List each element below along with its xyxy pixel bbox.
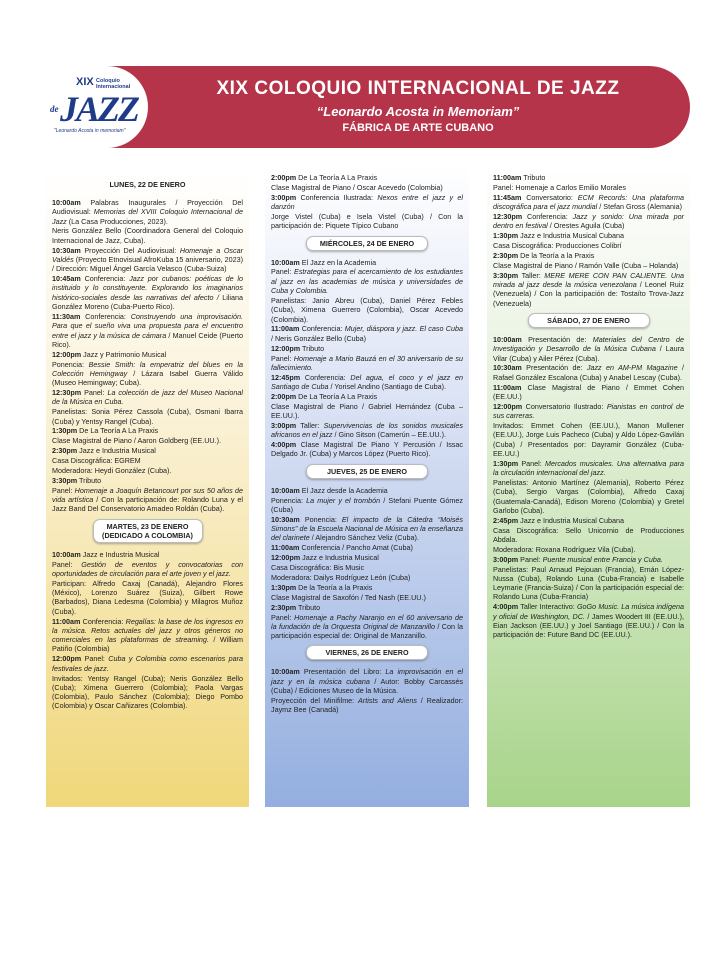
event-text: Clase Magistral de Saxofón / Ted Nash (EE.UU.) [271,592,426,602]
schedule-item [271,354,463,373]
event-time: 1:30pm [493,231,519,241]
event-text: Panel: [271,267,295,277]
schedule-item [271,593,463,602]
day-heading-text: SÁBADO, 27 DE ENERO [547,315,630,325]
event-time: 3:30pm [52,475,78,485]
schedule-item [52,560,243,579]
day-heading [306,236,428,251]
schedule-item [52,446,243,455]
schedule-item [493,251,684,260]
schedule-item [493,212,684,231]
event-italic: Artists and Aliens [358,695,417,705]
event-italic: Homenaje a Pachy Naranjo en el 60 aniversario de la fundación de la Orquesta Original de Manzanillo [271,612,463,631]
logo-container [38,66,148,148]
event-italic: Cuba y Colombia como escenarios para festivales de jazz. [52,654,243,673]
schedule-item [52,617,243,654]
event-text-extra: / Stefani Puente Gómez (Cuba) [271,495,463,514]
event-italic: Bessie Smith: la emperatriz del blues en la Colección Hemingway [52,359,243,378]
event-text-extra: / Leonel Ruiz (Venezuela) / Con la participación de: Tostaíto Trova-Jazz (Venezuela) [493,280,684,308]
event-text: Panel: [271,612,295,622]
event-time: 1:30pm [493,458,519,468]
schedule-item [493,459,684,478]
event-text: Taller: [300,420,324,430]
event-italic: Estrategias para el acercamiento de los estudiantes al jazz en las academias de música y universidades de Cuba y Colombia. [271,267,463,296]
event-text: Tributo [79,475,102,485]
event-time: 12:00pm [271,553,301,563]
event-italic: ECM Records: Una plataforma discográfica para el jazz mundial [493,192,685,212]
event-text: Casa Discográfica: Producciones Colibrí [493,241,622,251]
schedule-item [271,603,463,612]
day-heading [306,464,428,479]
event-time: 2:45pm [493,515,519,525]
event-text: Clase Magistral De Piano Y Percusión / Issac Delgado Jr. (Cuba) y Marcos López (Puerto Rico). [271,440,463,459]
event-text: Casa Discográfica: EGREM [52,456,141,466]
event-text-extra: / Orestes Aguila (Cuba) [547,221,625,231]
event-text: Proyección Del Audiovisual: [84,245,180,255]
event-text: Palabras Inaugurales / Proyección Del Audiovisual: [52,198,243,217]
schedule-item [271,421,463,440]
event-time: 2:30pm [271,602,297,612]
day-heading [93,519,203,543]
schedule-item [493,363,684,382]
event-text: Jazz e Industria Musical Cubana [520,515,625,525]
event-time: 12:45pm [271,372,301,382]
event-text: Casa Discográfica: Sello Unicornio de Producciones Abdala. [493,525,684,544]
event-text: Conferencia: [84,274,130,284]
event-text-extra: Liliana González Moreno (Cuba-Puerto Rico). [52,292,243,312]
event-text-extra: (La Casa Producciones, 2023). [66,216,168,226]
event-time: 12:30pm [52,388,82,398]
event-italic: Construyendo una improvisación. Para que el sueño viva una propuesta para el encuentro entre el jazz y la música de cámara [52,311,243,340]
schedule-item [271,563,463,572]
event-time: 12:30pm [493,211,523,221]
event-time: 2:30pm [52,446,78,456]
event-time: 11:00am [52,616,81,626]
event-text: Panelistas: Sonia Pérez Cassola (Cuba), Osmani Ibarra (Cuba) y Yentsy Rangel (Cuba). [52,407,243,426]
header [38,66,690,148]
event-text: Jazz e Industria Musical Cubana [520,231,625,241]
schedule-item [52,312,243,349]
event-time: 12:00pm [52,654,82,664]
logo-jazz: JAZZ [60,89,138,129]
event-text: Panel: [84,654,109,664]
event-time: 10:00am [493,334,522,344]
event-text: Panel: [52,559,82,569]
day-heading-text: JUEVES, 25 DE ENERO [327,466,407,476]
event-text: Taller Interactivo: [520,602,577,612]
schedule-item [493,602,684,639]
event-text: Clase Magistral de Piano / Emmet Cohen (EE.UU.) [493,382,684,401]
day-heading-text: MARTES, 23 DE ENERO [106,521,189,531]
event-text: Jazz e Industria Musical [82,549,160,559]
schedule-item [493,402,684,421]
event-text: Panelistas: Janio Abreu (Cuba), Daniel Pérez Febles (Cuba), Ximena Guerrero (Colombia), Oscar Acevedo (Colombia). [271,295,463,324]
schedule-item [493,271,684,308]
event-time: 11:30am [52,311,81,321]
event-time: 3:00pm [493,554,519,564]
event-text: Tributo [302,343,325,353]
event-time: 10:30am [52,245,81,255]
schedule-item [52,407,243,426]
schedule-item [271,440,463,459]
schedule-item [52,388,243,407]
schedule-item [52,226,243,245]
event-text-extra: / Stefan Gross (Alemania) [597,202,682,212]
schedule-item [52,436,243,445]
event-italic: Jazz por cubanos: poéticas de lo instituido y lo constituyente. Explorando los imaginarios histórico-sociales desde las narrativas del afecto / [52,274,243,302]
event-time: 10:45am [52,274,81,284]
event-text: Clase Magistral de Piano / Ramón Valle (Cuba – Holanda) [493,260,679,270]
event-text: Moderadora: Roxana Rodríguez Vila (Cuba). [493,544,636,554]
venue: FÁBRICA DE ARTE CUBANO [342,122,494,134]
event-text: Clase Magistral de Piano / Oscar Acevedo (Colombia) [271,182,443,192]
event-time: 10:00am [52,198,81,207]
event-text: Casa Discográfica: Bis Music [271,563,365,573]
logo-sub: Coloquio Internacional [96,78,131,90]
event-time: 10:00am [271,485,300,495]
event-italic: La colección de jazz del Museo Nacional de la Música en Cuba. [52,388,243,407]
event-text: Invitados: Yentsy Rangel (Cuba); Neris González Bello (Cuba); Ximena Guerrero (Colombia); Paola Vargas (Colombia), Paulo Sánchez (Colombia); Diego Pombo (Colombia) y Oscar Cañizares (Colombia). [52,673,243,711]
schedule-item [52,579,243,616]
event-text: Proyección del Minifilme: [271,695,359,705]
event-text: Panelistas: Antonio Martínez (Alemania), Roberto Pérez (Cuba), Sergio Vargas (Colombia), Alfredo Caxaj (Guatemala-Canadá), Edison Moreno (Colombia) y Gretel Garlobo (Cuba). [493,477,684,515]
schedule-item [52,198,243,226]
schedule-item [52,550,243,559]
event-italic: Regalías: la base de los ingresos en la música. Retos actuales del jazz y otros géneros no comerciales en las plataformas de streaming. [52,616,243,645]
event-text-extra: / Alejandro Sánchez Veliz (Cuba). [309,533,419,543]
event-text: Presentación de: [526,363,587,373]
event-text: Conferencia: [304,372,351,382]
schedule-item [52,246,243,274]
day-heading-text: VIERNES, 26 DE ENERO [325,648,409,658]
schedule-item [493,555,684,564]
schedule-item [271,583,463,592]
event-time: 2:00pm [271,173,297,182]
event-text: Panel: [84,388,108,398]
event-text: Tributo [298,602,321,612]
schedule-item [493,526,684,545]
event-time: 4:00pm [271,440,297,450]
schedule-item [271,486,463,495]
event-time: 11:00am [493,382,522,392]
schedule-item [271,667,463,695]
event-text: Presentación de: [528,334,593,344]
event-text: Panel: [521,458,545,468]
event-italic: Memorias del XVIII Coloquio Internacional de Jazz [52,207,243,226]
event-text: Panel: [271,353,294,363]
event-text: Ponencia: [52,359,89,369]
schedule-item [493,421,684,458]
logo-tagline: "Leonardo Acosta in memoriam" [54,128,126,134]
schedule-item [493,335,684,363]
event-italic: Puente musical entre Francia y Cuba. [542,554,663,564]
event-time: 12:00pm [52,349,82,359]
event-text: Conferencia: [527,211,573,221]
event-italic: Mujer, diáspora y jazz. El caso Cuba [344,324,463,334]
event-text: Ponencia: [271,495,307,505]
schedule-item [52,476,243,485]
event-text: De La Teoría A La Praxis [79,426,159,436]
event-text-extra: / Autor: Bobby Carcassés (Cuba) / Ediciones Museo de la Música. [271,676,463,696]
event-text: Participan: Alfredo Caxaj (Canadá), Alejandro Flores (México), Lorenzo Suárez (Suiza), Gilbert Rowe (Barbados), Diana Ledesma (Colombia) y Milagros Muñoz (Cuba). [52,578,243,616]
event-text: Moderadora: Dailys Rodríguez León (Cuba) [271,572,411,582]
event-text-extra: (Proyecto Etnovisual AfroKuba 15 aniversario, 2023) / Dirección: Miguel Ángel García Velasco (Cuba-Suiza) [52,254,243,274]
event-italic: Homenaje a Mario Bauzá en el 30 aniversario de su fallecimiento. [271,353,463,372]
event-text: Neris González Bello (Coordinadora General del Coloquio Internacional de Jazz, Cuba). [52,226,243,245]
event-time: 3:00pm [271,192,297,202]
event-text: Presentación del Libro: [303,667,386,677]
event-text: Invitados: Emmet Cohen (EE.UU.), Manon Mullener (EE.UU.), Jorge Luis Pacheco (Cuba) y Aldo López-Gavilán (Cuba) / Presentados por: Dayramir González (Cuba-EE.UU.) [493,420,684,458]
event-text: Jazz e Industria Musical [302,553,379,563]
schedule-item [52,486,243,514]
event-time: 11:00am [271,543,300,553]
schedule-item [271,212,463,231]
jazz-logo [48,76,140,138]
schedule-item [271,573,463,582]
event-text-extra: / William Patiño (Colombia) [52,635,243,654]
event-time: 3:00pm [271,420,297,430]
schedule-item [493,261,684,270]
day-heading [306,645,428,660]
event-italic: Jazz y sonido: Una mirada por dentro en festival [493,211,685,231]
schedule-item [493,478,684,515]
schedule-item [271,373,463,392]
schedule-item [271,324,463,343]
event-time: 10:30am [271,514,300,524]
event-text: Ponencia: [304,514,342,524]
event-text-extra: / Manuel Ceide (Puerto Rico). [52,330,243,349]
schedule-item [493,545,684,554]
schedule-column-2 [265,167,469,807]
schedule-item [493,516,684,525]
event-text: El Jazz en la Academia [301,257,377,267]
event-italic: Homenaje a Oscar Valdés [52,245,244,264]
event-time: 10:30am [493,363,522,373]
schedule-item [271,613,463,641]
event-text: Panel: [52,485,75,495]
event-italic: La mujer y el trombón [306,495,381,505]
event-text-extra: / Rafael González Escalona (Cuba) y Anabel Lescay (Cuba). [493,363,684,382]
schedule-item [271,543,463,552]
event-text: Conferencia / Pancho Amat (Cuba) [301,543,413,553]
schedule-item [271,173,463,182]
event-text: Panelistas: Paul Arnaud Pejouan (Francia), Ernán López-Nussa (Cuba), Rolando Luna (Cuba-Francia) e Isabelle Leymarie (Francia-Suiza) / Con la participación especial de: Rolando Luna (Cuba-Francia) [493,564,684,602]
event-time: 10:00am [271,667,300,677]
day-heading-text: LUNES, 22 DE ENERO [109,180,186,189]
event-italic: Materiales del Centro de Investigación y Desarrollo de la Música Cubana [493,334,684,354]
schedule-item [271,402,463,421]
schedule-item [493,173,684,182]
event-text-extra: / Neris González Bello (Cuba) [271,333,367,343]
event-italic: La improvisación en el jazz y en la música cubana [271,667,464,686]
event-text: Conferencia: [301,324,345,334]
event-italic: Gestión de eventos y convocatorias con oportunidades de circulación para el arte joven y el jazz. [52,559,243,578]
event-time: 11:00am [493,173,522,182]
event-time: 11:00am [271,324,300,334]
event-italic: Homenaje a Joaquín Betancourt por sus 50 años de vida artística [52,485,243,505]
schedule-item [52,274,243,311]
event-italic: El impacto de la Cátedra “Moisés Simons” de la Escuela Nacional de Música en la enseñanza del clarinete [271,514,464,543]
event-text: Jazz y Patrimonio Musical [83,349,167,359]
schedule-item [271,392,463,401]
page-title: XIX COLOQUIO INTERNACIONAL DE JAZZ [216,78,620,99]
schedule-item [52,466,243,475]
event-time: 4:00pm [493,602,519,612]
event-time: 3:30pm [493,270,519,280]
event-text: De La Teoría A La Praxis [298,173,378,182]
day-heading-note: (DEDICADO A COLOMBIA) [102,530,193,540]
event-italic: Jazz en AM-PM Magazine [586,363,678,373]
event-italic: Supervivencias de los sonidos musicales africanos en el jazz [271,420,463,440]
schedule-item [493,241,684,250]
schedule-item [271,553,463,562]
schedule-item [271,183,463,192]
event-text-extra: / Con la participación de: Rolando Luna y el Jazz Band Del Conservatorio Amadeo Roldán (Cuba). [52,495,243,514]
schedule-item [271,496,463,515]
schedule-item [271,267,463,295]
event-text: El Jazz desde la Academia [301,485,388,495]
event-text: Clase Magistral de Piano / Gabriel Hernández (Cuba – EE.UU.). [271,401,463,421]
event-text: De la Teoría a la Praxis [298,582,373,592]
logo-de: de [50,104,59,114]
schedule-item [52,426,243,435]
event-text: Conferencia: [85,311,131,321]
schedule-item [52,674,243,711]
event-italic: GoGo Music. La música indígena y oficial de Washington, DC. [493,602,684,621]
schedule-item [493,183,684,192]
schedule-item [52,456,243,465]
event-italic: Nexos entre el jazz y el danzón [271,192,463,212]
schedule-item [271,515,463,543]
schedule-item [271,696,463,715]
event-time: 12:00pm [271,343,301,353]
event-text: De la Teoría a la Praxis [520,250,595,260]
event-text-extra: / Gino Sitson (Camerún – EE.UU.). [332,430,446,440]
event-text: Conversatorio Ilustrado: [525,401,607,411]
schedule-item [271,258,463,267]
event-time: 12:00pm [493,401,523,411]
logo-roman: XIX [76,76,94,88]
schedule-item [271,296,463,324]
event-text: Conferencia Ilustrada: [300,192,378,202]
day-heading-text: MIÉRCOLES, 24 DE ENERO [319,238,415,248]
event-time: 11:45am [493,192,522,202]
event-text: Tributo [523,173,546,182]
schedule-item [52,654,243,673]
event-italic: Del agua, el coco y el jazz en Santiago de Cuba [271,372,463,391]
schedule-item [493,565,684,602]
event-text: Conferencia: [82,616,126,626]
event-time: 2:00pm [271,391,297,401]
schedule-column-1 [46,167,249,807]
event-text: Clase Magistral de Piano / Aaron Goldberg (EE.UU.). [52,436,221,446]
event-text: Jorge Vistel (Cuba) e Isela Vistel (Cuba) / Con la participación de: Piquete Típico Cubano [271,211,463,231]
event-text: Panel: [520,554,543,564]
event-text-extra: / Lázara Isabel Guerra Válido (Museo Hemingway; Cuba). [52,368,243,388]
event-time: 1:30pm [52,426,78,436]
schedule-item [493,383,684,402]
event-text-extra: / Laura Vilar (Cuba) y Ailer Pérez (Cuba). [493,344,684,363]
event-text: Panel: Homenaje a Carlos Emilio Morales [493,182,627,192]
day-heading [87,178,209,191]
schedule-column-3 [487,167,690,807]
day-heading [528,313,650,328]
schedule-item [271,344,463,353]
schedule-item [52,350,243,359]
event-italic: MERE MERE CON PAN CALIENTE. Una mirada al jazz desde la música venezolana [493,270,684,290]
event-text: Jazz e Industria Musical [79,446,156,456]
event-italic: Mercados musicales. Una alternativa para la circulación internacional del jazz. [493,458,684,478]
event-text-extra: / James Woodert III (EE.UU.), Eian Jackson (EE.UU.) y Joel Santiago (EE.UU.) / Con la participación de: Future Band DC (EE.UU.). [493,611,684,640]
schedule-item [493,193,684,212]
event-text: Taller: [521,270,545,280]
event-time: 10:00am [52,549,81,559]
event-time: 10:00am [271,257,300,267]
event-text-extra: / Con la participación especial de: Original de Manzanillo. [271,621,463,641]
event-text: Conversatorio: [526,192,578,202]
schedule-item [271,193,463,212]
schedule-item [493,231,684,240]
event-text: Moderadora: Heydi González (Cuba). [52,466,172,476]
event-italic: Pianistas en control de sus carreras. [493,401,684,421]
event-text-extra: / Realizador: Jaymz Bee (Canadá) [271,695,463,715]
event-text: De La Teoría A La Praxis [298,391,378,401]
page-subtitle: “Leonardo Acosta in Memoriam” [316,104,520,119]
event-time: 1:30pm [271,582,297,592]
event-text-extra: / Yorisel Andino (Santiago de Cuba). [328,381,447,391]
schedule-item [52,360,243,388]
event-time: 2:30pm [493,250,519,260]
